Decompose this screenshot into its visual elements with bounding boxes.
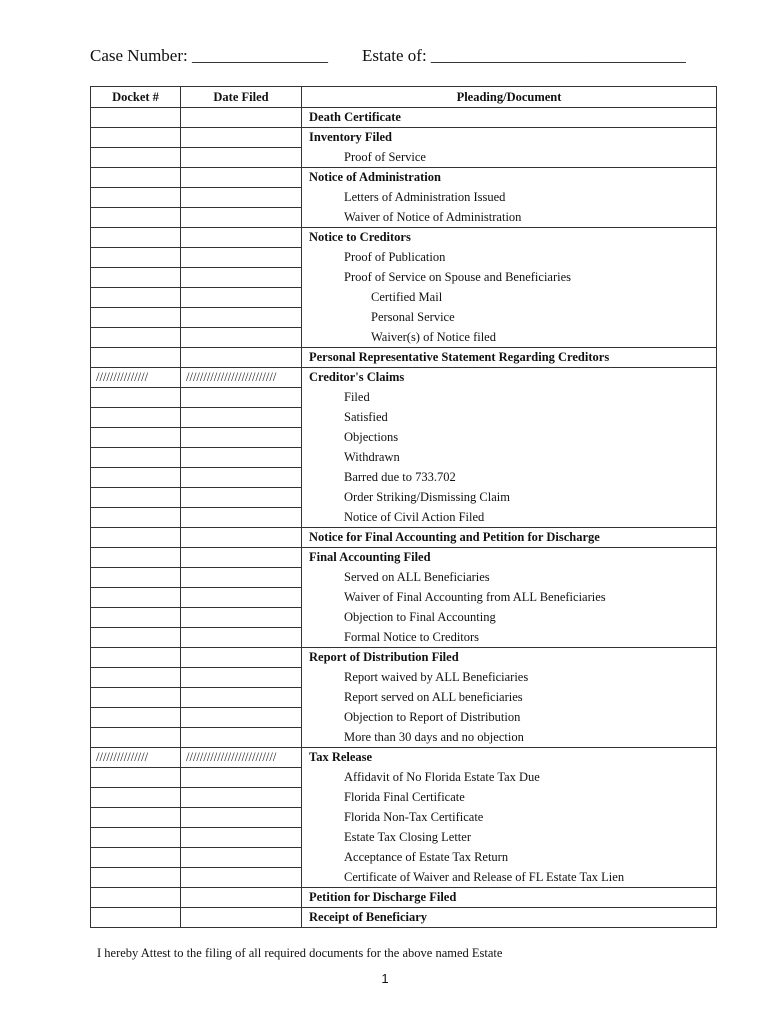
document-section-label: Notice of Administration xyxy=(302,168,717,188)
date-filed-cell[interactable] xyxy=(181,868,302,888)
date-filed-cell[interactable] xyxy=(181,428,302,448)
document-item-label: Proof of Publication xyxy=(302,248,717,268)
table-row xyxy=(91,628,717,648)
table-row xyxy=(91,908,717,928)
document-item-label: Waiver of Notice of Administration xyxy=(302,208,717,228)
docket-number-cell[interactable] xyxy=(91,568,181,588)
table-row xyxy=(91,368,717,388)
document-item-label: Certificate of Waiver and Release of FL Estate Tax Lien xyxy=(302,868,717,888)
document-item-label: Satisfied xyxy=(302,408,717,428)
date-filed-cell[interactable] xyxy=(181,408,302,428)
table-row xyxy=(91,468,717,488)
table-row xyxy=(91,608,717,628)
table-row xyxy=(91,388,717,408)
docket-number-header: Docket # xyxy=(91,87,181,108)
document-item-label: Notice of Civil Action Filed xyxy=(302,508,717,528)
table-row xyxy=(91,448,717,468)
date-filed-cell[interactable] xyxy=(181,808,302,828)
table-row xyxy=(91,308,717,328)
table-row xyxy=(91,808,717,828)
document-item-label: Order Striking/Dismissing Claim xyxy=(302,488,717,508)
docket-number-cell[interactable] xyxy=(91,908,181,928)
docket-number-cell[interactable] xyxy=(91,488,181,508)
document-item-label: Objections xyxy=(302,428,717,448)
date-filed-cell[interactable] xyxy=(181,208,302,228)
table-row xyxy=(91,588,717,608)
docket-number-cell[interactable] xyxy=(91,308,181,328)
docket-number-cell[interactable] xyxy=(91,808,181,828)
date-filed-cell[interactable] xyxy=(181,668,302,688)
date-filed-cell[interactable] xyxy=(181,388,302,408)
docket-number-cell[interactable] xyxy=(91,828,181,848)
table-row xyxy=(91,288,717,308)
table-row xyxy=(91,128,717,148)
date-filed-cell[interactable] xyxy=(181,768,302,788)
table-row xyxy=(91,108,717,128)
table-row xyxy=(91,488,717,508)
docket-number-cell[interactable] xyxy=(91,408,181,428)
table-row xyxy=(91,888,717,908)
date-filed-cell[interactable] xyxy=(181,828,302,848)
table-row xyxy=(91,728,717,748)
document-item-label: Served on ALL Beneficiaries xyxy=(302,568,717,588)
docket-number-cell[interactable] xyxy=(91,348,181,368)
docket-number-cell[interactable] xyxy=(91,248,181,268)
date-filed-header: Date Filed xyxy=(181,87,302,108)
table-row xyxy=(91,508,717,528)
document-item-label: More than 30 days and no objection xyxy=(302,728,717,748)
attestation-statement: I hereby Attest to the filing of all required documents for the above named Estate xyxy=(97,946,503,960)
date-filed-cell[interactable] xyxy=(181,488,302,508)
docket-number-cell[interactable] xyxy=(91,448,181,468)
form-header xyxy=(90,46,720,70)
docket-number-cell[interactable] xyxy=(91,608,181,628)
table-row xyxy=(91,688,717,708)
docket-number-cell[interactable] xyxy=(91,668,181,688)
docket-table xyxy=(90,86,717,928)
table-row xyxy=(91,828,717,848)
docket-number-cell[interactable] xyxy=(91,888,181,908)
docket-number-cell[interactable] xyxy=(91,328,181,348)
date-filed-cell[interactable] xyxy=(181,348,302,368)
document-item-label: Barred due to 733.702 xyxy=(302,468,717,488)
table-row xyxy=(91,348,717,368)
date-filed-cell[interactable] xyxy=(181,168,302,188)
document-item-label: Proof of Service xyxy=(302,148,717,168)
docket-table-body xyxy=(91,108,717,928)
document-item-label: Waiver(s) of Notice filed xyxy=(302,328,717,348)
document-section-label: Notice for Final Accounting and Petition for Discharge xyxy=(302,528,717,548)
document-item-label: Waiver of Final Accounting from ALL Beneficiaries xyxy=(302,588,717,608)
docket-number-cell[interactable] xyxy=(91,288,181,308)
table-row xyxy=(91,208,717,228)
table-header-row xyxy=(91,87,717,108)
table-row xyxy=(91,568,717,588)
document-section-label: Final Accounting Filed xyxy=(302,548,717,568)
table-row xyxy=(91,168,717,188)
table-row xyxy=(91,428,717,448)
table-row xyxy=(91,268,717,288)
date-filed-cell[interactable] xyxy=(181,268,302,288)
docket-number-cell[interactable] xyxy=(91,528,181,548)
docket-number-cell[interactable] xyxy=(91,188,181,208)
document-item-label: Affidavit of No Florida Estate Tax Due xyxy=(302,768,717,788)
estate-of-field[interactable]: Estate of: ______________________________ xyxy=(362,46,686,65)
table-row xyxy=(91,788,717,808)
table-row xyxy=(91,768,717,788)
date-filed-cell[interactable] xyxy=(181,608,302,628)
table-row xyxy=(91,328,717,348)
docket-number-cell[interactable] xyxy=(91,588,181,608)
table-row xyxy=(91,408,717,428)
date-filed-cell[interactable] xyxy=(181,248,302,268)
date-filed-cell[interactable] xyxy=(181,568,302,588)
document-section-label: Receipt of Beneficiary xyxy=(302,908,717,928)
date-filed-cell[interactable] xyxy=(181,908,302,928)
table-row xyxy=(91,848,717,868)
document-item-label: Letters of Administration Issued xyxy=(302,188,717,208)
date-filed-cell[interactable] xyxy=(181,188,302,208)
docket-number-cell[interactable] xyxy=(91,108,181,128)
date-filed-cell[interactable] xyxy=(181,588,302,608)
document-item-label: Proof of Service on Spouse and Beneficiaries xyxy=(302,268,717,288)
docket-number-cell[interactable] xyxy=(91,548,181,568)
date-filed-cell[interactable] xyxy=(181,728,302,748)
table-row xyxy=(91,868,717,888)
table-row xyxy=(91,748,717,768)
document-item-label: Filed xyxy=(302,388,717,408)
docket-number-cell[interactable] xyxy=(91,868,181,888)
docket-number-cell[interactable] xyxy=(91,728,181,748)
date-filed-cell: ////////////////////////// xyxy=(181,368,302,388)
date-filed-cell[interactable] xyxy=(181,288,302,308)
date-filed-cell[interactable] xyxy=(181,108,302,128)
docket-number-cell[interactable] xyxy=(91,788,181,808)
docket-number-cell[interactable] xyxy=(91,228,181,248)
document-item-label: Withdrawn xyxy=(302,448,717,468)
document-section-label: Creditor's Claims xyxy=(302,368,717,388)
date-filed-cell[interactable] xyxy=(181,448,302,468)
date-filed-cell[interactable] xyxy=(181,228,302,248)
table-row xyxy=(91,548,717,568)
pleading-document-header: Pleading/Document xyxy=(302,87,717,108)
docket-number-cell[interactable] xyxy=(91,628,181,648)
docket-number-cell[interactable] xyxy=(91,128,181,148)
date-filed-cell[interactable] xyxy=(181,328,302,348)
table-row xyxy=(91,528,717,548)
docket-number-cell: /////////////// xyxy=(91,368,181,388)
docket-number-cell[interactable] xyxy=(91,148,181,168)
date-filed-cell[interactable] xyxy=(181,788,302,808)
table-row xyxy=(91,188,717,208)
document-section-label: Personal Representative Statement Regarding Creditors xyxy=(302,348,717,368)
date-filed-cell[interactable] xyxy=(181,128,302,148)
document-item-label: Report waived by ALL Beneficiaries xyxy=(302,668,717,688)
docket-number-cell[interactable] xyxy=(91,468,181,488)
date-filed-cell[interactable] xyxy=(181,848,302,868)
table-row xyxy=(91,228,717,248)
date-filed-cell[interactable] xyxy=(181,508,302,528)
docket-number-cell[interactable] xyxy=(91,208,181,228)
document-item-label: Personal Service xyxy=(302,308,717,328)
date-filed-cell[interactable] xyxy=(181,308,302,328)
docket-number-cell[interactable] xyxy=(91,848,181,868)
document-section-label: Notice to Creditors xyxy=(302,228,717,248)
date-filed-cell[interactable] xyxy=(181,548,302,568)
table-row xyxy=(91,648,717,668)
document-item-label: Formal Notice to Creditors xyxy=(302,628,717,648)
document-item-label: Florida Non-Tax Certificate xyxy=(302,808,717,828)
date-filed-cell[interactable] xyxy=(181,148,302,168)
docket-number-cell[interactable] xyxy=(91,508,181,528)
document-item-label: Objection to Final Accounting xyxy=(302,608,717,628)
docket-number-cell[interactable] xyxy=(91,648,181,668)
docket-number-cell[interactable] xyxy=(91,268,181,288)
docket-number-cell[interactable] xyxy=(91,428,181,448)
docket-number-cell[interactable] xyxy=(91,708,181,728)
date-filed-cell[interactable] xyxy=(181,628,302,648)
document-item-label: Certified Mail xyxy=(302,288,717,308)
case-number-field[interactable]: Case Number: ________________ xyxy=(90,46,328,65)
document-item-label: Objection to Report of Distribution xyxy=(302,708,717,728)
document-section-label: Inventory Filed xyxy=(302,128,717,148)
document-section-label: Death Certificate xyxy=(302,108,717,128)
document-item-label: Estate Tax Closing Letter xyxy=(302,828,717,848)
docket-number-cell[interactable] xyxy=(91,388,181,408)
date-filed-cell[interactable] xyxy=(181,648,302,668)
table-row xyxy=(91,708,717,728)
date-filed-cell[interactable] xyxy=(181,708,302,728)
date-filed-cell[interactable] xyxy=(181,888,302,908)
document-item-label: Florida Final Certificate xyxy=(302,788,717,808)
date-filed-cell: ////////////////////////// xyxy=(181,748,302,768)
docket-number-cell: /////////////// xyxy=(91,748,181,768)
date-filed-cell[interactable] xyxy=(181,688,302,708)
document-section-label: Tax Release xyxy=(302,748,717,768)
date-filed-cell[interactable] xyxy=(181,468,302,488)
table-row xyxy=(91,668,717,688)
document-item-label: Acceptance of Estate Tax Return xyxy=(302,848,717,868)
date-filed-cell[interactable] xyxy=(181,528,302,548)
table-row xyxy=(91,248,717,268)
docket-number-cell[interactable] xyxy=(91,768,181,788)
document-section-label: Report of Distribution Filed xyxy=(302,648,717,668)
document-section-label: Petition for Discharge Filed xyxy=(302,888,717,908)
document-item-label: Report served on ALL beneficiaries xyxy=(302,688,717,708)
docket-number-cell[interactable] xyxy=(91,168,181,188)
table-row xyxy=(91,148,717,168)
docket-number-cell[interactable] xyxy=(91,688,181,708)
page-number: 1 xyxy=(381,971,389,986)
